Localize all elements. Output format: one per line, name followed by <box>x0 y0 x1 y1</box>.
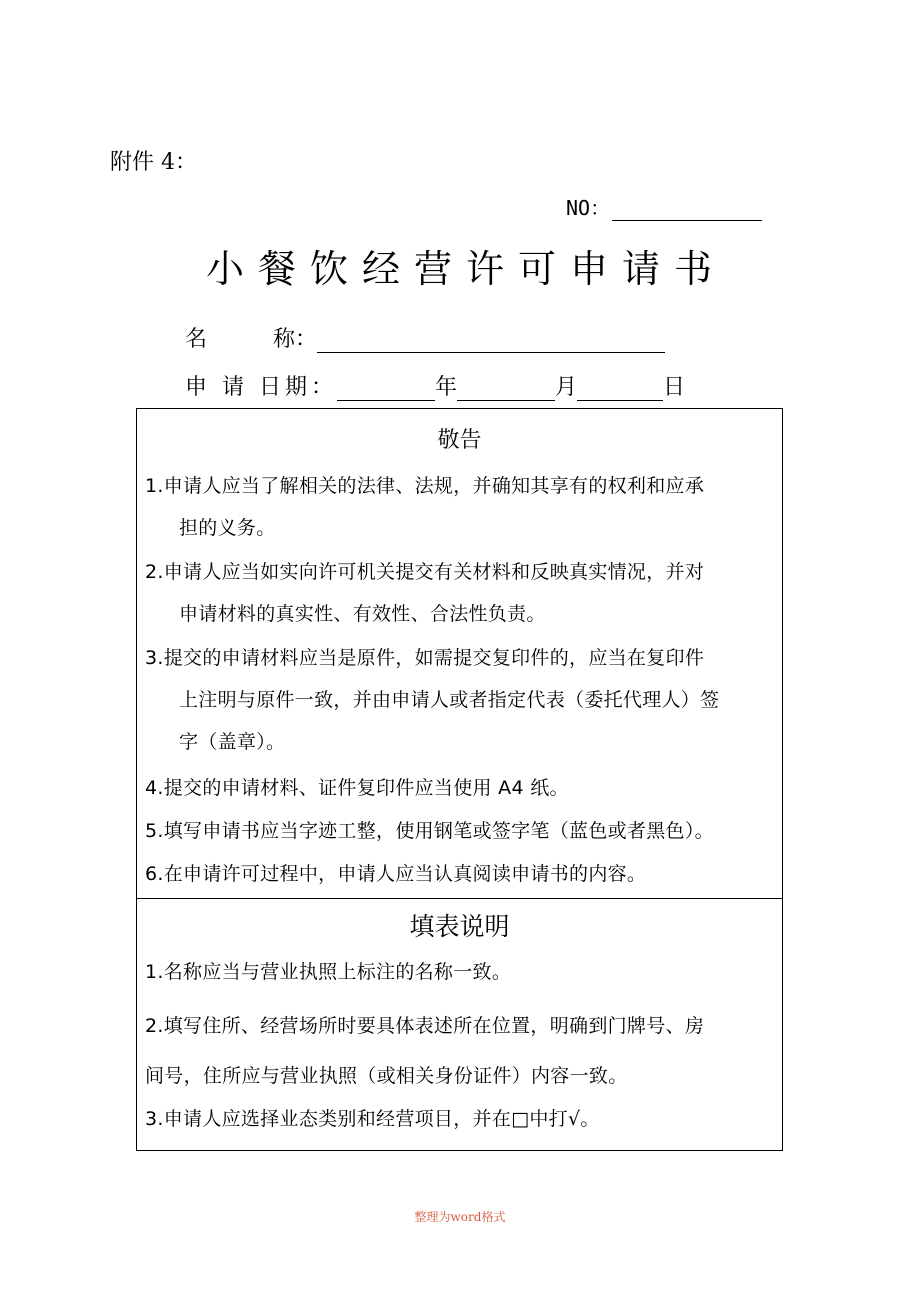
notice-item <box>145 810 777 852</box>
page-title: 小餐饮经营许可申请书 <box>205 247 726 291</box>
notice-item <box>145 465 777 549</box>
notice-item-text: 6.在申请许可过程中，申请人应当认真阅读申请书的内容。 <box>145 863 647 885</box>
notice-item <box>145 767 777 809</box>
instructions-section <box>137 899 782 1152</box>
day-label: 日 <box>663 375 686 400</box>
attachment-label: 附件 4： <box>110 150 197 175</box>
notice-item <box>145 637 777 763</box>
name-blank[interactable] <box>317 328 665 353</box>
month-label: 月 <box>555 375 578 400</box>
instruction-item-text: 2.填写住所、经营场所时要具体表述所在位置，明确到门牌号、房 <box>145 1015 705 1037</box>
notice-item-text: 4.提交的申请材料、证件复印件应当使用 A4 纸。 <box>145 777 569 799</box>
date-label: 申 请 日期： <box>185 375 337 400</box>
instructions-heading: 填表说明 <box>409 912 510 941</box>
month-blank[interactable] <box>457 376 555 401</box>
instruction-item-text: 间号，住所应与营业执照（或相关身份证件）内容一致。 <box>145 1065 628 1087</box>
instruction-item <box>145 1001 777 1101</box>
document-number-label: NO： <box>566 196 611 220</box>
notice-item <box>145 551 777 635</box>
notice-item-text: 2.申请人应当如实向许可机关提交有关材料和反映真实情况，并对 <box>145 561 705 583</box>
instruction-item <box>145 951 777 993</box>
year-blank[interactable] <box>337 376 435 401</box>
name-field-row <box>185 322 665 353</box>
notice-section <box>137 409 782 899</box>
name-label: 名 称： <box>185 327 318 352</box>
notice-item-text: 担的义务。 <box>179 517 276 539</box>
footer-watermark: 整理为word格式 <box>414 1210 506 1224</box>
notice-item-text: 5.填写申请书应当字迹工整，使用钢笔或签字笔（蓝色或者黑色）。 <box>145 820 714 842</box>
document-number-blank[interactable] <box>612 198 762 221</box>
notice-heading: 敬告 <box>437 428 482 453</box>
notice-item-text: 上注明与原件一致，并由申请人或者指定代表（委托代理人）签 <box>179 689 720 711</box>
notice-item <box>145 853 777 895</box>
notice-item-text: 字（盖章）。 <box>179 731 286 753</box>
year-label: 年 <box>435 375 458 400</box>
document-number-row <box>566 192 762 221</box>
notice-item-text: 1.申请人应当了解相关的法律、法规，并确知其享有的权利和应承 <box>145 475 705 497</box>
notice-item-text: 申请材料的真实性、有效性、合法性负责。 <box>179 603 546 625</box>
notice-table <box>136 408 783 1151</box>
instruction-item-text: 3.申请人应选择业态类别和经营项目，并在□中打√。 <box>145 1108 600 1130</box>
instruction-item <box>145 1098 777 1140</box>
notice-item-text: 3.提交的申请材料应当是原件，如需提交复印件的，应当在复印件 <box>145 647 705 669</box>
application-date-row <box>185 370 685 401</box>
day-blank[interactable] <box>577 376 663 401</box>
instruction-item-text: 1.名称应当与营业执照上标注的名称一致。 <box>145 961 512 983</box>
